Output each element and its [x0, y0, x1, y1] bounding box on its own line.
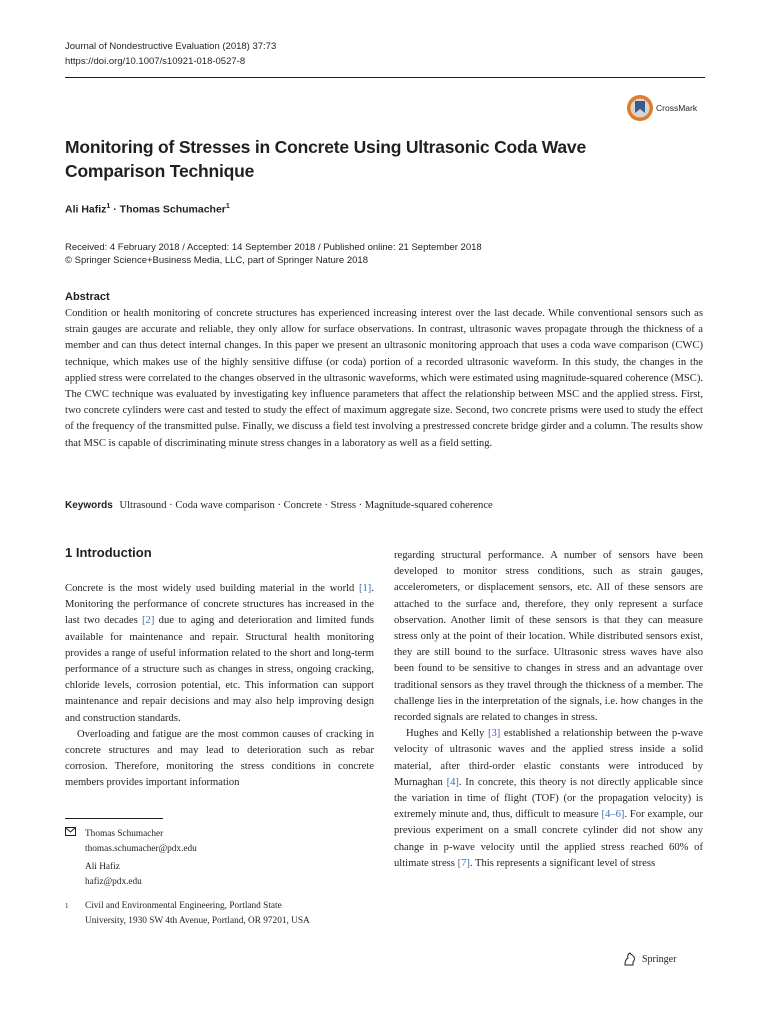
corresponding-author-email[interactable]: thomas.schumacher@pdx.edu	[85, 844, 197, 854]
body-paragraph	[394, 726, 703, 872]
keywords-list: Ultrasound · Coda wave comparison · Concrete · Stress · Magnitude-squared coherence	[119, 500, 493, 511]
body-column-right	[394, 548, 703, 872]
author-name[interactable]: Thomas Schumacher	[119, 203, 226, 216]
corresponding-author-footnote	[65, 827, 197, 857]
citation-link[interactable]: [1]	[358, 583, 372, 594]
body-text-run: Hughes and Kelly	[406, 728, 488, 740]
body-text-run: Concrete is the most widely used building material in the world	[65, 583, 359, 594]
author-name[interactable]: Ali Hafiz	[65, 203, 107, 216]
body-text-run: . Monitoring the performance of concrete structures has increased in the last two decades	[65, 583, 374, 627]
section-heading: 1 Introduction	[65, 545, 152, 560]
publication-dates: Received: 4 February 2018 / Accepted: 14 September 2018 / Published online: 21 September 2018	[65, 242, 482, 253]
affiliation-footnote	[65, 899, 310, 929]
springer-horse-icon	[622, 952, 638, 966]
citation-link[interactable]: [4–6]	[601, 809, 625, 821]
body-text-run: regarding structural performance. A number of sensors have been developed to monitor stress conditions, such as strain gauges, accelerometers, or displacement sensors, etc. All of these sensors are attached to the surface and, therefore, they only represent a surface observation. Another limit of these sensors is that they can measure stress only at the point of their location. While distributed sensors exist, they are still bound to the surface. Ultrasonic stress waves have also been found to be sensitive to changes in stress and an advantage over traditional sensors as they travel through the thickness of a member. The challenge lies in the interpretation of the signals, i.e. how changes in the recorded signals are related to changes in stress.	[394, 550, 703, 724]
body-column-left	[65, 581, 374, 792]
crossmark-label: CrossMark	[656, 103, 698, 113]
abstract-heading: Abstract	[65, 291, 110, 303]
paper-title: Monitoring of Stresses in Concrete Using Ultrasonic Coda Wave Comparison Technique	[65, 137, 586, 181]
body-text-run: established a relationship between the p-wave velocity of ultrasonic waves and the applied stress inside a solid material, after third-order elastic constants were introduced by Murnaghan	[394, 728, 703, 788]
author-affiliation-marker: 1	[225, 203, 230, 210]
body-paragraph	[65, 727, 374, 792]
publisher-name: Springer	[642, 953, 677, 965]
body-text-run: Overloading and fatigue are the most common causes of cracking in concrete structures and may lead to deterioration such as rebar corrosion. Therefore, monitoring the stress conditions in concrete members provides important information	[65, 728, 374, 789]
body-paragraph	[65, 581, 374, 727]
author-separator: ·	[113, 203, 117, 216]
author-affiliation-marker: 1	[106, 203, 111, 210]
body-paragraph	[394, 548, 703, 726]
affiliation-line: University, 1930 SW 4th Avenue, Portland, OR 97201, USA	[85, 916, 310, 926]
abstract-text: Condition or health monitoring of concrete structures has experienced increasing interest over the last decade. While conventional sensors such as strain gauges are accurate and reliable, they only allow for surface observations. In contrast, ultrasonic waves propagate through the thickness of a member and can thus detect internal changes. In this paper we present an ultrasonic monitoring approach that uses a coda wave comparison (CWC) technique, which makes use of the highly sensitive diffuse (or coda) portion of a recorded ultrasonic waveform. In this study, the changes in the applied stress were correlated to the changes observed in the ultrasonic waveforms, which were estimated using magnitude-squared coherence (MSC). The CWC technique was evaluated by investigating key influence parameters that affect the relationship between MSC and the applied stress. First, two concrete cylinders were cast and tested to study the effect of maximum aggregate size. Second, two concrete prisms were used to study the effect of the frequency of the transmitted pulse. Finally, we discuss a field test involving a prestressed concrete bridge girder and a column. The results show that MSC is capable of discriminating minute stress changes in a laboratory as well as a field setting.	[65, 308, 703, 449]
affiliation-number: 1	[65, 902, 69, 910]
body-text-run: . This represents a significant level of stress	[469, 857, 656, 869]
author-list	[65, 203, 230, 216]
copyright-notice: © Springer Science+Business Media, LLC, part of Springer Nature 2018	[65, 255, 368, 266]
body-text-run: . In concrete, this theory is not directly applicable since the variation in time of flight (TOF) (or the propagation velocity) is extremely minute and, thus, difficult to measure	[394, 776, 703, 821]
coauthor-name: Ali Hafiz	[85, 862, 120, 872]
citation-link[interactable]: [4]	[446, 776, 459, 788]
envelope-icon	[65, 827, 81, 857]
crossmark-icon	[626, 94, 654, 122]
header-divider	[65, 77, 705, 78]
citation-link[interactable]: [2]	[142, 615, 155, 627]
coauthor-footnote	[85, 860, 142, 890]
body-text-run: . For example, our previous experiment on a small concrete cylinder did not show any change in p-wave velocity until the applied stress reached 60% of ultimate stress	[394, 809, 703, 869]
keywords-label: Keywords	[65, 500, 113, 511]
coauthor-email[interactable]: hafiz@pdx.edu	[85, 877, 142, 887]
affiliation-line: Civil and Environmental Engineering, Portland State	[85, 901, 282, 911]
body-text-run: due to aging and deterioration and limited funds available for maintenance and repair. Structural health monitoring provides a range of useful information related to the short and long-term performance of a structure such as changes in stress, ongoing cracking, chloride levels, corrosion potential, etc. This information can support maintenance and repair decisions and may also help improving design and construction standards.	[65, 615, 374, 724]
doi-link[interactable]: https://doi.org/10.1007/s10921-018-0527-8	[65, 56, 246, 67]
publisher-logo	[622, 952, 676, 966]
citation-link[interactable]: [7]	[457, 857, 470, 869]
crossmark-badge[interactable]	[626, 94, 697, 122]
footnote-divider	[65, 818, 163, 819]
journal-citation: Journal of Nondestructive Evaluation (2018) 37:73	[65, 41, 277, 52]
citation-link[interactable]: [3]	[487, 728, 501, 740]
corresponding-author-name: Thomas Schumacher	[85, 829, 164, 839]
keywords	[65, 500, 705, 511]
